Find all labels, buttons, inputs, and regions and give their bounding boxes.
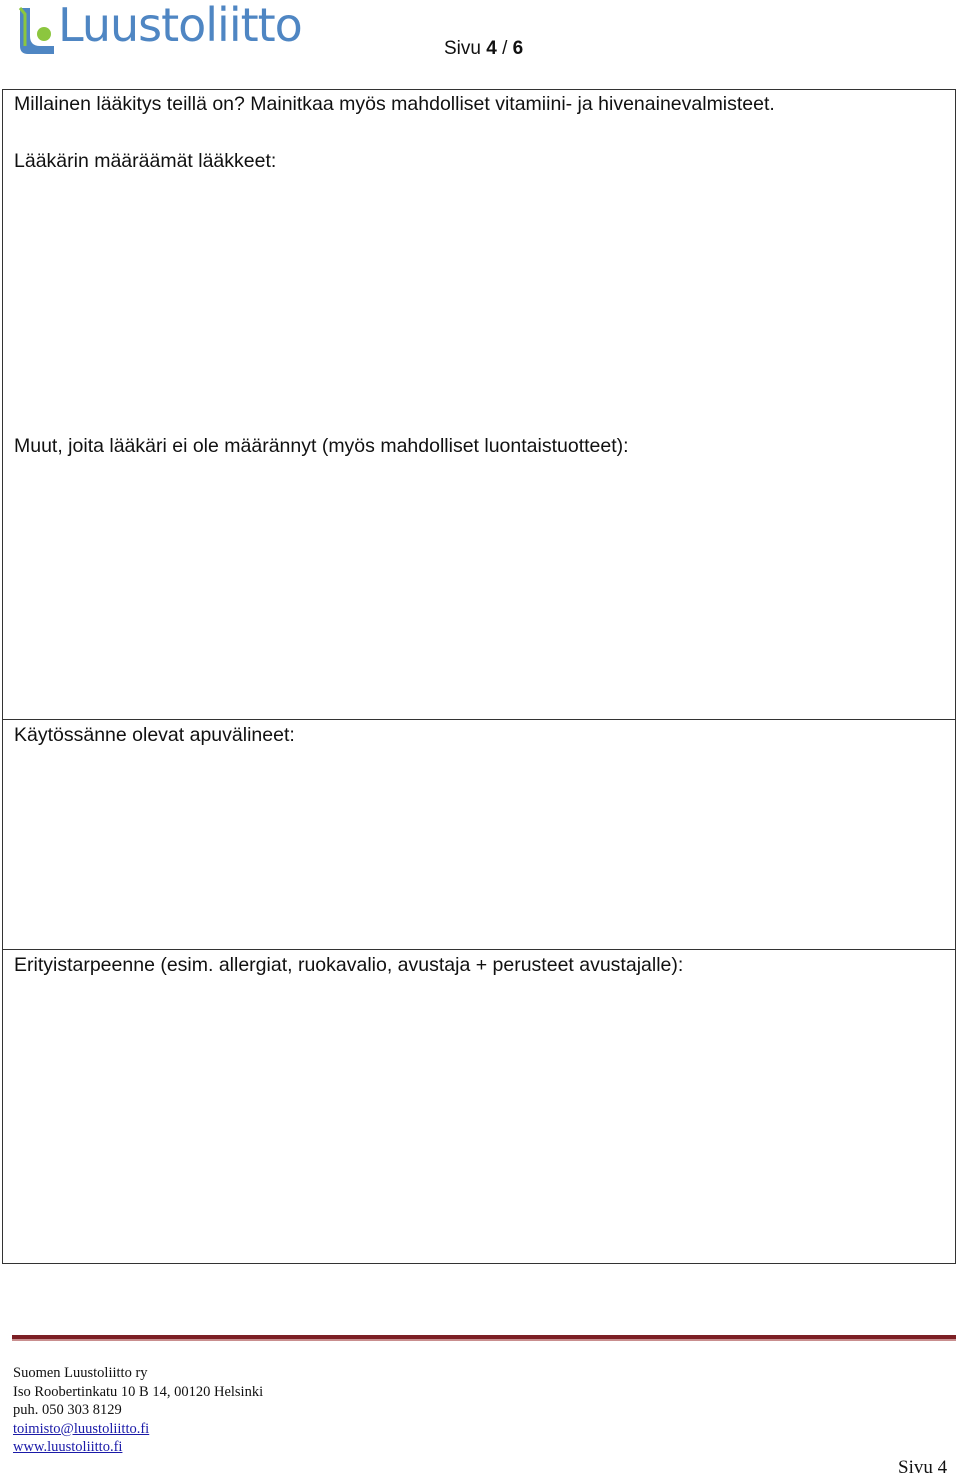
- prescribed-medication-label: Lääkärin määräämät lääkkeet:: [14, 150, 277, 172]
- prescribed-medication-field[interactable]: [13, 180, 945, 420]
- question-heading: Millainen lääkitys teillä on? Mainitkaa myös mahdolliset vitamiini- ja hivenainevalmisteet.: [14, 93, 775, 115]
- section-divider: [3, 719, 955, 720]
- page-separator: /: [502, 38, 508, 59]
- special-needs-field[interactable]: [13, 984, 945, 1254]
- footer-address: Iso Roobertinkatu 10 B 14, 00120 Helsinki: [13, 1383, 264, 1400]
- page-current: 4: [486, 38, 497, 59]
- footer-org: Suomen Luustoliitto ry: [13, 1365, 148, 1381]
- medication-form: [2, 89, 956, 1264]
- other-medication-label: Muut, joita lääkäri ei ole määrännyt (myös mahdolliset luontaistuotteet):: [14, 435, 629, 457]
- other-medication-field[interactable]: [13, 465, 945, 715]
- special-needs-label: Erityistarpeenne (esim. allergiat, ruokavalio, avustaja + perusteet avustajalle):: [14, 954, 684, 976]
- footer-rule: [12, 1335, 956, 1341]
- footer-page-number: Sivu 4: [898, 1457, 948, 1477]
- page-prefix: Sivu: [444, 38, 481, 59]
- footer-email-link[interactable]: toimisto@luustoliitto.fi: [13, 1420, 150, 1437]
- footer-phone: puh. 050 303 8129: [13, 1402, 122, 1419]
- section-divider: [3, 949, 955, 950]
- page-indicator: [444, 38, 523, 60]
- aids-label: Käytössänne olevat apuvälineet:: [14, 724, 295, 746]
- aids-field[interactable]: [13, 754, 945, 944]
- logo-mark-icon: [18, 6, 58, 58]
- page-total: 6: [512, 38, 524, 59]
- luustoliitto-logo: [18, 0, 302, 58]
- logo-wordmark: Luustoliitto: [58, 0, 302, 52]
- footer-contact: [13, 1364, 263, 1457]
- footer-website-link[interactable]: www.luustoliitto.fi: [13, 1439, 123, 1456]
